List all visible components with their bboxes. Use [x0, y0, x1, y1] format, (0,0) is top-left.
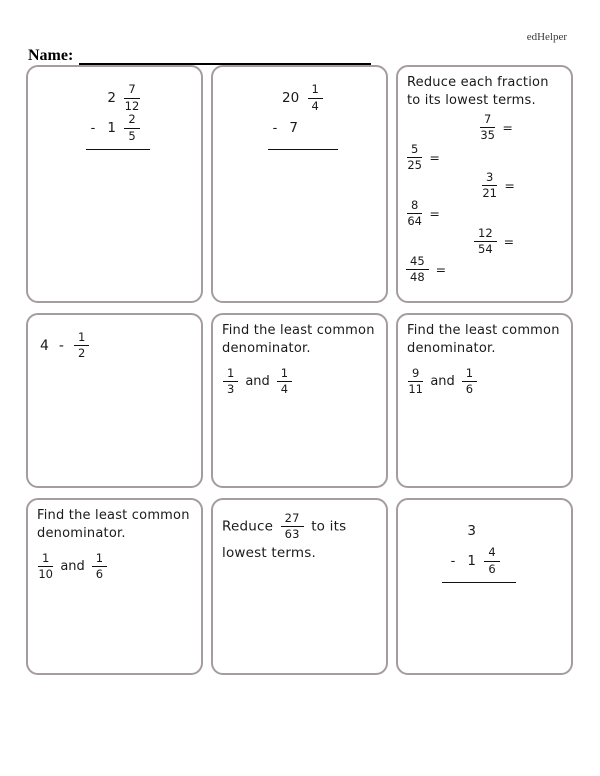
instructions: Find the least common denominator. — [407, 323, 560, 356]
fraction: $\frac{5}{25}$ — [407, 142, 422, 173]
and-text: and — [245, 374, 270, 390]
name-row — [28, 47, 371, 65]
minuend-fraction: $\frac{7}{12}$ — [124, 82, 140, 113]
vertical-subtraction — [268, 83, 338, 150]
fraction: $\frac{1}{2}$ — [74, 331, 89, 360]
minuend-whole: 2 — [107, 90, 116, 106]
reduce-item — [480, 113, 513, 142]
instructions: Reduce each fraction to its lowest terms. — [407, 75, 549, 108]
reduce-item — [407, 199, 440, 228]
fraction: $\frac{1}{6}$ — [92, 552, 107, 581]
fraction-pair — [38, 552, 107, 581]
minuend-row — [446, 516, 516, 546]
subtrahend-fraction: $\frac{2}{5}$ — [124, 113, 139, 142]
subtrahend-row — [268, 113, 338, 143]
fraction: $\frac{27}{63}$ — [281, 512, 304, 541]
equals-sign: = — [504, 178, 515, 194]
reduce-item — [482, 171, 515, 200]
fraction: $\frac{12}{54}$ — [474, 227, 497, 256]
problem-box-subtraction-2 — [211, 65, 388, 303]
fraction: $\frac{1}{6}$ — [462, 367, 477, 396]
equals-sign: = — [435, 262, 447, 278]
answer-line — [442, 582, 516, 583]
fraction-pair — [408, 367, 477, 396]
equals-sign: = — [503, 234, 515, 250]
brand-logo-text: edHelper — [526, 31, 567, 43]
name-label: Name: — [28, 47, 74, 64]
minuend-fraction: $\frac{1}{4}$ — [308, 83, 323, 112]
minuend-row — [268, 83, 338, 113]
problem-box-lcd-2 — [396, 313, 573, 488]
and-text: and — [430, 374, 455, 390]
instructions: Find the least common denominator. — [222, 323, 375, 356]
vertical-subtraction — [86, 83, 150, 150]
fraction-pair — [223, 367, 292, 396]
problem-box-reduce-single — [211, 498, 388, 675]
expression — [40, 331, 89, 360]
problem-box-lcd-1 — [211, 313, 388, 488]
answer-line — [268, 149, 338, 150]
fraction: $\frac{1}{4}$ — [277, 367, 292, 396]
reduce-item — [407, 143, 440, 172]
minuend-row — [86, 83, 150, 113]
instruction-pre: Reduce — [222, 518, 274, 535]
reduce-item — [406, 255, 446, 284]
fraction: $\frac{9}{11}$ — [408, 366, 423, 397]
name-blank-line — [79, 47, 371, 65]
fraction: $\frac{7}{35}$ — [480, 112, 495, 143]
fraction: $\frac{1}{3}$ — [223, 367, 238, 396]
answer-line — [86, 149, 150, 150]
subtrahend-whole: 1 — [467, 553, 476, 569]
fraction: $\frac{1}{10}$ — [38, 551, 53, 582]
problem-box-lcd-3 — [26, 498, 203, 675]
problem-box-subtraction-1 — [26, 65, 203, 303]
minuend-whole: 20 — [282, 90, 300, 106]
minuend-whole: 3 — [467, 523, 476, 539]
minus-sign: - — [450, 553, 456, 569]
minus-sign: - — [272, 120, 278, 136]
subtrahend-fraction: $\frac{4}{6}$ — [484, 546, 499, 575]
minus-sign: - — [90, 120, 96, 136]
instruction-post: to its lowest terms. — [222, 518, 347, 562]
equals-sign: = — [502, 120, 513, 136]
reduce-item — [474, 227, 514, 256]
subtrahend-whole: 7 — [289, 120, 298, 136]
problem-box-subtraction-3 — [396, 498, 573, 675]
subtrahend-row — [446, 546, 516, 576]
subtrahend-whole: 1 — [107, 120, 116, 136]
instructions — [222, 512, 374, 567]
vertical-subtraction — [446, 516, 516, 583]
fraction: $\frac{45}{48}$ — [406, 255, 429, 284]
fraction: $\frac{8}{64}$ — [407, 198, 422, 229]
instructions: Find the least common denominator. — [37, 508, 190, 541]
fraction: $\frac{3}{21}$ — [482, 170, 497, 201]
equals-sign: = — [429, 206, 440, 222]
and-text: and — [60, 559, 85, 575]
whole-number: 4 — [40, 337, 49, 354]
problem-box-horizontal-subtraction — [26, 313, 203, 488]
problem-box-reduce-list — [396, 65, 573, 303]
subtrahend-row — [86, 113, 150, 143]
equals-sign: = — [429, 150, 440, 166]
minus-sign: - — [58, 337, 64, 354]
